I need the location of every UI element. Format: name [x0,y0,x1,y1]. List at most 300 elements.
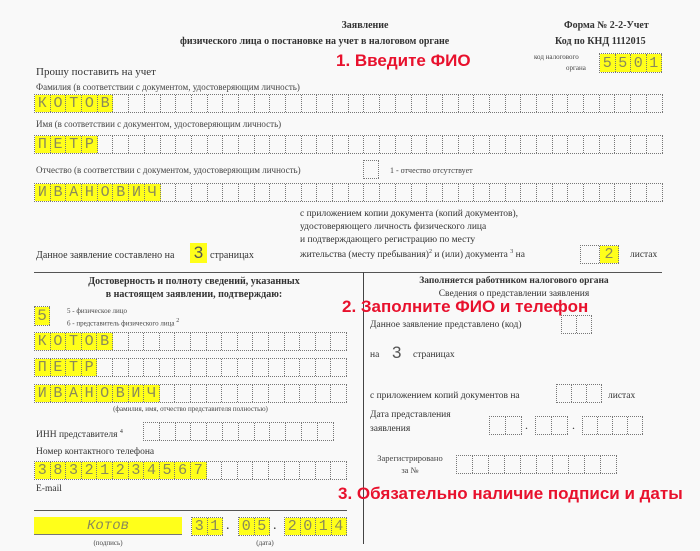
char-cell [631,136,647,153]
char-cell [302,184,318,201]
char-cell [270,136,286,153]
char-cell: В [113,385,129,402]
char-cell [222,359,238,376]
char-cell: 2 [82,462,98,479]
char-cell [176,95,192,112]
char-cell [521,136,537,153]
char-cell [318,423,334,440]
char-cell [161,136,177,153]
option-5: 5 - физическое лицо [67,307,128,315]
char-cell [459,136,475,153]
char-cell [253,385,269,402]
char-cell [553,136,569,153]
char-cell: О [98,184,114,201]
attach-line2: удостоверяющего личность физического лица [300,222,487,232]
char-cell [286,423,302,440]
attach-line3: и подтверждающего регистрацию по месту [300,235,476,245]
char-cell: О [82,333,98,350]
registered-label-2: за № [401,465,419,475]
char-cell [490,417,506,434]
char-cell: О [51,333,67,350]
char-cell [584,136,600,153]
char-cell [191,333,207,350]
annotation-step2: 2. Заполните ФИО и телефон [342,297,589,316]
fio-caption: (фамилия, имя, отчество представителя полностью) [113,405,268,413]
char-cell [302,136,318,153]
char-cell [238,462,254,479]
char-cell: 3 [192,518,208,535]
char-cell: 5 [616,54,632,72]
pages-label: Данное заявление составлено на [36,250,175,261]
char-cell [144,333,160,350]
char-cell [474,95,490,112]
date-caption: (дата) [256,539,274,547]
char-cell [176,423,192,440]
char-cell [286,95,302,112]
char-cell [331,462,347,479]
char-cell [286,136,302,153]
char-cell [300,462,316,479]
official-date-dot-2: . [572,418,575,432]
char-cell [569,456,585,473]
char-cell [647,136,663,153]
rep-name-field[interactable] [34,358,347,377]
char-cell [506,184,522,201]
char-cell [459,95,475,112]
char-cell [615,136,631,153]
char-cell [175,359,191,376]
rep-patronymic-field[interactable] [34,384,347,403]
char-cell [427,95,443,112]
char-cell [191,385,207,402]
char-cell [207,359,223,376]
char-cell: 0 [301,518,317,535]
char-cell [207,423,223,440]
char-cell [253,462,269,479]
char-cell [316,462,332,479]
official-date-year[interactable] [582,416,643,435]
char-cell: 5 [255,518,271,535]
char-cell [285,359,301,376]
pages-count[interactable]: 3 [190,243,207,263]
char-cell [568,95,584,112]
char-cell [506,136,522,153]
surname-label: Фамилия (в соответствии с документом, удостоверяющим личность) [36,82,300,92]
char-cell [562,316,577,333]
char-cell: В [98,95,114,112]
char-cell [113,333,129,350]
sheets-count-field[interactable] [580,245,619,264]
char-cell: В [113,184,129,201]
char-cell [255,136,271,153]
char-cell: Р [82,359,98,376]
char-cell [557,385,572,402]
char-cell: О [82,95,98,112]
char-cell [647,95,663,112]
char-cell: Т [66,359,82,376]
char-cell [631,95,647,112]
char-cell [521,95,537,112]
char-cell [239,95,255,112]
char-cell [270,423,286,440]
char-cell [316,385,332,402]
char-cell [587,385,602,402]
char-cell [396,95,412,112]
char-cell [364,136,380,153]
char-cell: 5 [160,462,176,479]
char-cell [489,456,505,473]
char-cell [600,136,616,153]
official-date-label-1: Дата представления [370,410,451,420]
char-cell [145,95,161,112]
char-cell: Н [82,385,98,402]
char-cell [331,385,347,402]
char-cell [269,359,285,376]
official-date-dot-1: . [525,418,528,432]
char-cell [473,456,489,473]
char-cell [615,184,631,201]
char-cell [253,359,269,376]
inn-label: ИНН представителя $^4$ [36,429,123,441]
char-cell [207,462,223,479]
char-cell [490,95,506,112]
char-cell: 7 [191,462,207,479]
char-cell [255,423,271,440]
char-cell [521,456,537,473]
char-cell: 4 [332,518,348,535]
char-cell [222,333,238,350]
section-divider [34,272,662,273]
char-cell: 6 [175,462,191,479]
char-cell [537,95,553,112]
char-cell [380,184,396,201]
tax-org-label-2: органа [566,64,586,72]
char-cell [333,184,349,201]
char-cell: 3 [66,462,82,479]
char-cell [490,136,506,153]
annotation-step1: 1. Введите ФИО [336,51,471,70]
char-cell [380,95,396,112]
char-cell [572,385,587,402]
char-cell [577,316,592,333]
official-date-month[interactable] [535,416,568,435]
char-cell [208,95,224,112]
char-cell [600,184,616,201]
char-cell [192,95,208,112]
char-cell [552,417,568,434]
phone-label: Номер контактного телефона [36,447,155,457]
char-cell [443,136,459,153]
char-cell [208,136,224,153]
char-cell [316,359,332,376]
char-cell [239,423,255,440]
char-cell [427,184,443,201]
char-cell: 0 [631,54,647,72]
char-cell [380,136,396,153]
char-cell [208,184,224,201]
char-cell: Ч [144,385,160,402]
char-cell: О [51,95,67,112]
char-cell [396,136,412,153]
char-cell [269,385,285,402]
tax-org-code-field[interactable] [599,53,662,73]
no-patronymic-checkbox[interactable] [363,160,379,179]
char-cell: В [51,184,67,201]
char-cell [269,462,285,479]
char-cell [628,417,643,434]
char-cell [615,95,631,112]
char-cell [191,423,207,440]
char-cell [427,136,443,153]
char-cell [176,136,192,153]
patronymic-label: Отчество (в соответствии с документом, удостоверяющим личность) [36,165,301,175]
char-cell [161,184,177,201]
char-cell [536,417,552,434]
char-cell: 3 [129,462,145,479]
char-cell: Ч [145,184,161,201]
char-cell: В [97,333,113,350]
char-cell [598,417,613,434]
sheets-label: листах [630,250,658,260]
char-cell [222,462,238,479]
char-cell [333,136,349,153]
rep-surname-field[interactable] [34,332,347,351]
char-cell [269,333,285,350]
confirm-title-1: Достоверность и полноту сведений, указанных [88,276,300,287]
no-patronymic-note: 1 - отчество отсутствует [390,166,473,175]
official-pages-value: 3 [392,343,402,362]
char-cell [349,184,365,201]
char-cell: Е [51,136,67,153]
char-cell [396,184,412,201]
char-cell: А [66,385,82,402]
char-cell [443,95,459,112]
char-cell [537,456,553,473]
char-cell [412,184,428,201]
char-cell: 5 [600,54,616,72]
char-cell [537,136,553,153]
char-cell [568,184,584,201]
char-cell [223,136,239,153]
char-cell: 2 [113,462,129,479]
char-cell [585,456,601,473]
char-cell: 8 [51,462,67,479]
char-cell [581,246,600,263]
char-cell [317,184,333,201]
char-cell [145,136,161,153]
char-cell [302,95,318,112]
signature-field[interactable]: Котов [34,517,182,535]
char-cell [474,184,490,201]
char-cell [647,184,663,201]
attach-line4: жительства (месту пребывания)$^2$ и (или) документа $^3$ на [300,249,525,261]
char-cell [506,95,522,112]
date-dot-2: . [273,518,277,533]
char-cell: Н [82,184,98,201]
char-cell: 3 [35,462,51,479]
char-cell [160,423,176,440]
official-date-label-2: заявления [370,424,411,434]
char-cell [537,184,553,201]
submitted-code-field[interactable] [561,315,592,334]
char-cell [331,359,347,376]
char-cell [223,95,239,112]
char-cell [175,333,191,350]
char-cell [317,95,333,112]
name-label: Имя (в соответствии с документом, удостоверяющим личность) [36,119,282,129]
char-cell [192,184,208,201]
official-sheets-field[interactable] [556,384,602,403]
char-cell [349,136,365,153]
email-label: E-mail [36,484,62,494]
char-cell: О [97,385,113,402]
char-cell: 1 [316,518,332,535]
char-cell [286,184,302,201]
char-cell: И [129,184,145,201]
char-cell: 1 [647,54,663,72]
char-cell [316,333,332,350]
char-cell: Т [66,95,82,112]
patronymic-field[interactable] [34,183,663,202]
char-cell: 0 [239,518,255,535]
form-title-line2: физического лица о постановке на учет в налоговом органе [180,36,450,47]
char-cell [238,385,254,402]
signer-type-field[interactable]: 5 [34,306,50,326]
surname-field[interactable] [34,94,663,113]
char-cell [255,184,271,201]
char-cell [129,95,145,112]
pages-suffix: страницах [210,250,254,261]
char-cell: И [35,385,51,402]
char-cell [113,359,129,376]
char-cell [506,417,522,434]
char-cell [613,417,628,434]
official-attach-suffix: листах [608,391,636,401]
char-cell [161,95,177,112]
char-cell [97,359,113,376]
char-cell [300,333,316,350]
char-cell [113,95,129,112]
char-cell [631,184,647,201]
char-cell [285,385,301,402]
char-cell [144,359,160,376]
char-cell [474,136,490,153]
signature-divider [34,510,347,511]
name-field[interactable] [34,135,663,154]
char-cell [129,333,145,350]
char-cell [584,184,600,201]
confirm-title-2: в настоящем заявлении, подтверждаю: [105,289,283,300]
char-cell [300,359,316,376]
char-cell [238,359,254,376]
char-cell [601,456,617,473]
char-cell [412,136,428,153]
request-text: Прошу поставить на учет [36,66,156,78]
char-cell: Р [82,136,98,153]
char-cell: 2 [600,246,619,263]
char-cell [583,417,598,434]
char-cell: К [35,95,51,112]
char-cell: 4 [144,462,160,479]
char-cell [553,456,569,473]
char-cell [239,136,255,153]
char-cell [349,95,365,112]
char-cell: П [35,136,51,153]
char-cell [113,136,129,153]
official-title: Заполняется работником налогового органа [419,276,609,286]
char-cell [333,95,349,112]
char-cell [443,184,459,201]
char-cell [255,95,271,112]
char-cell: В [51,385,67,402]
char-cell [144,423,160,440]
official-pages-prefix: на [370,350,380,360]
char-cell [364,95,380,112]
char-cell [176,184,192,201]
knd-code: Код по КНД 1112015 [555,36,646,47]
char-cell [192,136,208,153]
char-cell [285,462,301,479]
form-title-line1: Заявление [341,20,389,31]
char-cell [191,359,207,376]
official-subtitle: Сведения о представлении заявления [438,289,590,299]
char-cell [270,95,286,112]
date-month-field[interactable] [238,517,270,536]
date-year-field[interactable] [284,517,347,536]
char-cell [521,184,537,201]
char-cell [223,184,239,201]
signature-caption: (подпись) [93,539,123,547]
char-cell [300,385,316,402]
form-number: Форма № 2-2-Учет [564,20,649,31]
char-cell: Т [66,333,82,350]
char-cell [302,423,318,440]
char-cell [553,95,569,112]
date-day-field[interactable] [191,517,223,536]
char-cell [129,359,145,376]
char-cell: 1 [208,518,224,535]
char-cell [364,184,380,201]
annotation-step3: 3. Обязательно наличие подписи и даты [338,484,683,503]
phone-field[interactable] [34,461,347,480]
char-cell [317,136,333,153]
char-cell [160,333,176,350]
inn-field[interactable] [143,422,334,441]
char-cell: К [35,333,51,350]
char-cell [207,385,223,402]
char-cell [239,184,255,201]
char-cell [129,136,145,153]
char-cell [253,333,269,350]
char-cell: И [129,385,145,402]
option-6: 6 - представитель физического лица $^2$ [67,318,180,328]
char-cell: 1 [97,462,113,479]
char-cell: А [66,184,82,201]
char-cell [459,184,475,201]
official-pages-suffix: страницах [413,350,455,360]
char-cell [175,385,191,402]
char-cell [270,184,286,201]
char-cell [457,456,473,473]
char-cell [223,423,239,440]
official-date-day[interactable] [489,416,522,435]
official-attach-label: с приложением копий документов на [370,391,520,401]
registration-number-field[interactable] [456,455,617,474]
char-cell [160,385,176,402]
char-cell: И [35,184,51,201]
char-cell [331,333,347,350]
char-cell [568,136,584,153]
